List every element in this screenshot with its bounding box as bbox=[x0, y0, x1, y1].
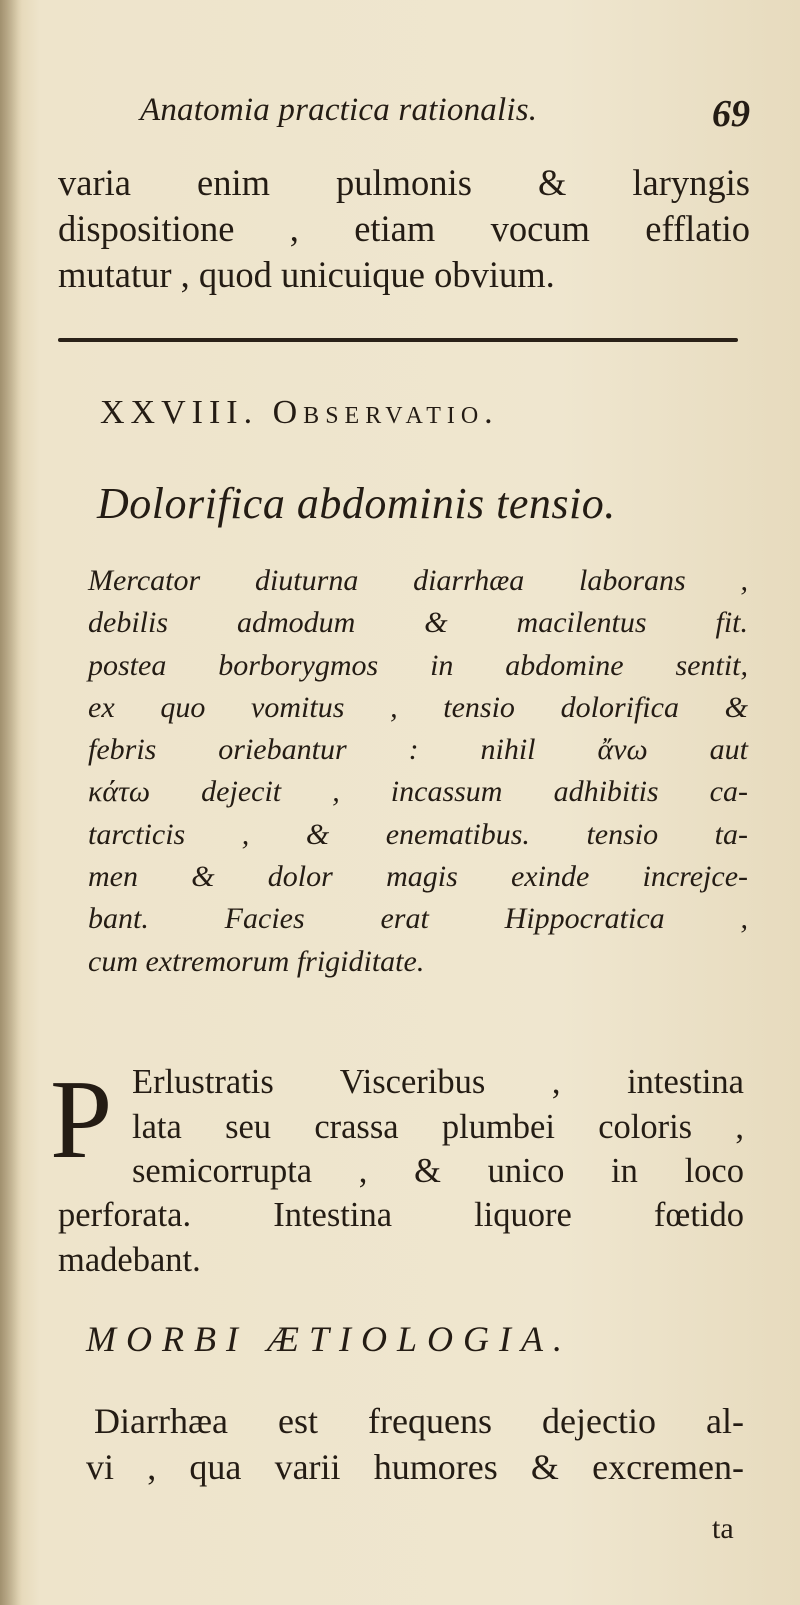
text-line: debilis admodum & macilentus fit. bbox=[88, 606, 748, 640]
running-title: Anatomia practica rationalis. bbox=[140, 92, 538, 128]
page-number: 69 bbox=[712, 93, 750, 135]
text-line: lata seu crassa plumbei coloris , bbox=[132, 1107, 744, 1146]
catchword: ta bbox=[712, 1512, 734, 1545]
text-line: κάτω dejecit , incassum adhibitis ca- bbox=[88, 775, 748, 809]
drop-cap: P bbox=[50, 1058, 113, 1182]
gutter-shadow bbox=[0, 0, 22, 1605]
dissection-paragraph-continued bbox=[58, 1193, 744, 1282]
text-line: postea borborygmos in abdomine sentit, bbox=[88, 648, 748, 682]
text-line: ex quo vomitus , tensio dolorifica & bbox=[88, 690, 748, 724]
section-heading: MORBI ÆTIOLOGIA. bbox=[86, 1319, 572, 1359]
text-line: cum extremorum frigiditate. bbox=[88, 944, 425, 978]
text-line: madebant. bbox=[58, 1240, 201, 1279]
aetiology-paragraph bbox=[86, 1398, 744, 1490]
text-line: Erlustratis Visceribus , intestina bbox=[132, 1063, 744, 1101]
intro-paragraph bbox=[58, 160, 750, 298]
observation-title: Dolorifica abdominis tensio. bbox=[97, 479, 616, 528]
horizontal-rule bbox=[58, 338, 738, 342]
text-line: varia enim pulmonis & laryngis bbox=[58, 162, 750, 203]
text-line: tarcticis , & enematibus. tensio ta- bbox=[88, 817, 748, 851]
case-description bbox=[88, 560, 748, 983]
text-line: vi , qua varii humores & excremen- bbox=[86, 1447, 744, 1487]
text-line: febris oriebantur : nihil ἄνω aut bbox=[88, 733, 748, 767]
running-head bbox=[140, 92, 750, 152]
text-line: bant. Facies erat Hippocratica , bbox=[88, 902, 748, 936]
text-line: perforata. Intestina liquore fœtido bbox=[58, 1196, 744, 1234]
observation-heading: XXVIII. Observatio. bbox=[100, 394, 499, 431]
text-line: men & dolor magis exinde increjce- bbox=[88, 860, 748, 894]
text-line: dispositione , etiam vocum efflatio bbox=[58, 208, 750, 249]
text-line: semicorrupta , & unico in loco bbox=[132, 1152, 744, 1190]
dissection-paragraph-indented bbox=[132, 1060, 744, 1194]
text-line: mutatur , quod unicuique obvium. bbox=[58, 254, 555, 295]
text-line: Diarrhæa est frequens dejectio al- bbox=[94, 1401, 744, 1441]
text-line: Mercator diuturna diarrhæa laborans , bbox=[88, 564, 748, 597]
